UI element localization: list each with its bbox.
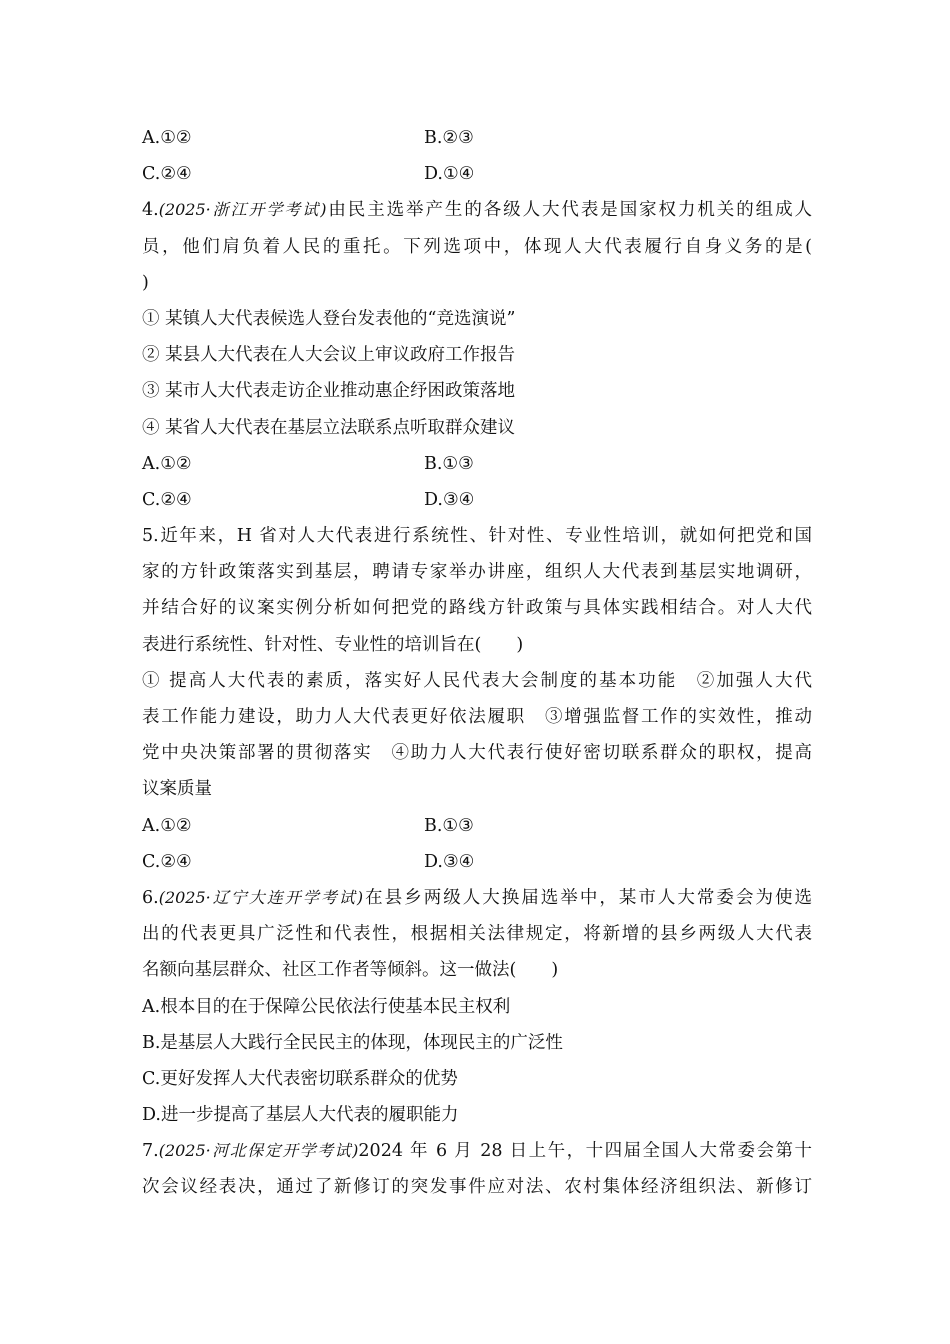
q5-statement-line-3: 党中央决策部署的贯彻落实 ④助力人大代表行使好密切联系群众的职权，提高 <box>142 743 812 764</box>
q3-option-d[interactable]: D.①④ <box>424 164 475 185</box>
q3-option-c[interactable]: C.②④ <box>142 164 192 185</box>
q4-statement-4: ④ 某省人大代表在基层立法联系点听取群众建议 <box>142 417 516 438</box>
q3-options-row-2 <box>142 156 812 192</box>
document-content <box>142 120 812 1206</box>
q6-choice-c[interactable]: C.更好发挥人大代表密切联系群众的优势 <box>142 1068 458 1089</box>
q5-option-c[interactable]: C.②④ <box>142 851 192 872</box>
q3-option-a[interactable]: A.①② <box>142 128 192 148</box>
q4-source: (2025·浙江开学考试) <box>158 200 327 220</box>
q7-source: (2025·河北保定开学考试) <box>158 1141 359 1161</box>
q4-options-row-2 <box>142 482 812 518</box>
q5-options-row-2 <box>142 844 812 880</box>
q4-statement-1: ① 某镇人大代表候选人登台发表他的“竞选演说” <box>142 308 516 329</box>
q6-stem-line-3: 名额向基层群众、社区工作者等倾斜。这一做法( ) <box>142 960 559 981</box>
q4-option-c[interactable]: C.②④ <box>142 489 192 510</box>
q6-choice-a[interactable]: A.根本目的在于保障公民依法行使基本民主权利 <box>142 996 511 1017</box>
q6-choice-b[interactable]: B.是基层人大践行全民民主的体现，体现民主的广泛性 <box>142 1032 563 1053</box>
q4-number: 4. <box>142 200 159 221</box>
q7-stem-line-2: 次会议经表决，通过了新修订的突发事件应对法、农村集体经济组织法、新修订 <box>142 1177 812 1198</box>
q4-option-d[interactable]: D.③④ <box>424 489 475 510</box>
q7-number: 7. <box>142 1141 159 1162</box>
q6-stem-line-2: 出的代表更具广泛性和代表性，根据相关法律规定，将新增的县乡两级人大代表 <box>142 924 812 945</box>
q5-statement-line-4: 议案质量 <box>142 779 212 800</box>
q4-statement-2: ② 某县人大代表在人大会议上审议政府工作报告 <box>142 345 516 366</box>
q4-option-a[interactable]: A.①② <box>142 453 192 474</box>
q3-option-b[interactable]: B.②③ <box>424 128 474 148</box>
q4-option-b[interactable]: B.①③ <box>424 453 474 474</box>
q4-stem-text-1: 由民主选举产生的各级人大代表是国家权力机关的组成人 <box>326 200 812 221</box>
q4-stem-line-2: 员，他们肩负着人民的重托。下列选项中，体现人大代表履行自身义务的是( <box>142 236 812 257</box>
q5-stem-line-2: 家的方针政策落实到基层，聘请专家举办讲座，组织人大代表到基层实地调研， <box>142 562 812 583</box>
q5-option-a[interactable]: A.①② <box>142 815 192 836</box>
q5-statement-line-1: ① 提高人大代表的素质，落实好人民代表大会制度的基本功能 ②加强人大代 <box>142 670 812 691</box>
q5-stem-line-1: 5.近年来，H 省对人大代表进行系统性、针对性、专业性培训，就如何把党和国 <box>142 526 812 547</box>
q6-source: (2025·辽宁大连开学考试) <box>158 887 364 907</box>
q5-option-b[interactable]: B.①③ <box>424 815 474 836</box>
q5-stem-line-4: 表进行系统性、针对性、专业性的培训旨在( ) <box>142 634 524 655</box>
q5-option-d[interactable]: D.③④ <box>424 851 475 872</box>
q5-options-row-1 <box>142 808 812 844</box>
q6-stem-line-1 <box>142 880 812 916</box>
q3-options-row-1 <box>142 120 812 156</box>
q7-stem-line-1 <box>142 1133 812 1169</box>
q4-options-row-1 <box>142 446 812 482</box>
q6-choice-d[interactable]: D.进一步提高了基层人大代表的履职能力 <box>142 1105 459 1126</box>
q5-stem-line-3: 并结合好的议案实例分析如何把党的路线方针政策与具体实践相结合。对人大代 <box>142 598 812 619</box>
q6-number: 6. <box>142 887 159 908</box>
q6-stem-text-1: 在县乡两级人大换届选举中，某市人大常委会为使选 <box>363 887 812 908</box>
q4-stem-line-3: ) <box>142 272 149 293</box>
q5-statement-line-2: 表工作能力建设，助力人大代表更好依法履职 ③增强监督工作的实效性，推动 <box>142 707 812 727</box>
q4-statement-3: ③ 某市人大代表走访企业推动惠企纾困政策落地 <box>142 381 516 402</box>
q7-stem-text-1: 2024 年 6 月 28 日上午，十四届全国人大常委会第十 <box>358 1141 812 1162</box>
q4-stem-line-1 <box>142 192 812 228</box>
